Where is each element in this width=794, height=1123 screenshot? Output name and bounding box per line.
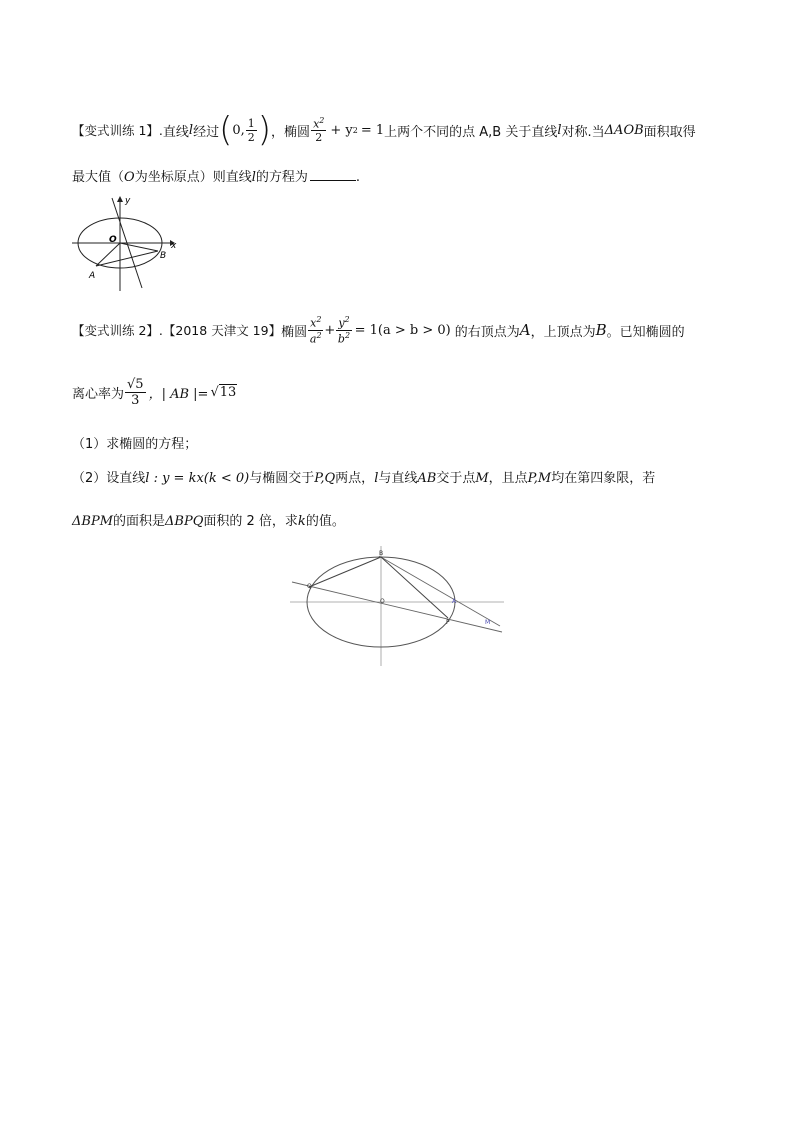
problem1-text: 最大值（ [72, 170, 125, 185]
label-x: x [171, 241, 177, 251]
paren-right: ) [257, 110, 272, 150]
problem1-tag: 【变式训练 1】. [72, 123, 163, 138]
question-1: （1）求椭圆的方程； [72, 437, 198, 452]
question-2-line1 [72, 467, 655, 486]
problem1-figure [70, 194, 182, 292]
problem2-text: 的右顶点为 [454, 324, 520, 340]
numerator [311, 117, 326, 132]
paren-left: ( [219, 110, 233, 150]
label-b: B [160, 251, 167, 261]
line-equation: l : y = kx(k < 0) [145, 471, 250, 486]
denominator: 2 [247, 130, 255, 144]
question-2-text: 的值。 [305, 514, 345, 529]
label-o: O [380, 598, 385, 605]
question-2-text: ，且点 [488, 471, 528, 486]
line-l [292, 582, 502, 632]
problem1-text: 经过 [193, 124, 220, 140]
problem2-text: ，上顶点为 [530, 324, 596, 340]
label-o: O [109, 235, 117, 245]
denominator [338, 331, 350, 345]
problem1-text: 为坐标原点）则直线 [134, 170, 252, 185]
question-2-line2 [72, 510, 345, 529]
origin-o: O [124, 170, 135, 185]
denominator: 2 [315, 131, 323, 145]
label-b: B [379, 550, 384, 557]
question-2-text: 交于点 [436, 471, 476, 486]
question-2-text: 均在第四象限，若 [551, 471, 656, 486]
problem1-text: ，椭圆 [271, 124, 311, 140]
point-m: M [475, 471, 489, 486]
triangle-bpq: ΔBPQ [165, 514, 204, 529]
exponent: 2 [319, 115, 325, 125]
variable-k: k [297, 514, 306, 529]
x-var: x [313, 117, 320, 131]
y-var: y [338, 316, 345, 330]
sqrt-symbol: √ [210, 384, 219, 400]
segment-ob [120, 243, 158, 251]
line-l: l [374, 471, 379, 486]
a-var: a [309, 332, 317, 346]
line-l: l [557, 122, 562, 138]
x-var: x [310, 316, 317, 330]
question-2-text: 面积的 2 倍，求 [203, 514, 298, 529]
fraction-x2-over-a2 [308, 316, 323, 344]
plus-sign: + [324, 322, 336, 338]
vertex-b: B [595, 321, 607, 339]
b-var: b [337, 332, 345, 346]
exponent: 2 [316, 314, 322, 324]
vertex-a: A [519, 321, 531, 339]
segment-oa [96, 243, 120, 266]
exponent: 2 [352, 125, 358, 135]
problem1-text: 上两个不同的点 A,B 关于直线 [384, 124, 558, 140]
problem2-tag: 【变式训练 2】. [72, 323, 163, 338]
label-a: A [452, 598, 457, 605]
numerator: 1 [247, 116, 255, 130]
problem2-line2 [72, 372, 237, 412]
numerator [336, 316, 351, 331]
exponent: 2 [344, 330, 351, 340]
fraction-y2-over-b2 [336, 316, 351, 344]
points-pm: P,M [527, 471, 552, 486]
problem2-figure [290, 542, 506, 668]
answer-blank[interactable] [310, 180, 356, 181]
problem2-line1 [72, 310, 685, 350]
problem1-line2 [72, 166, 360, 185]
fraction-half [246, 118, 257, 143]
points-pq: P,Q [314, 471, 336, 486]
radicand: 13 [219, 384, 237, 400]
line-ab-extended [379, 556, 500, 626]
label-m: M [485, 619, 491, 626]
problem1-text: 面积取得 [643, 124, 696, 140]
label-p: P [446, 619, 450, 626]
point-x: 0, [232, 122, 245, 138]
question-2-text: （2）设直线 [72, 471, 146, 486]
y-axis-arrow-icon [117, 196, 123, 202]
equals-one: = 1 [360, 122, 385, 138]
label-q: Q [307, 583, 312, 590]
problem2-text: 椭圆 [281, 324, 308, 340]
segment-bp [381, 557, 448, 618]
line-l: l [188, 122, 194, 138]
exponent: 2 [316, 330, 322, 340]
label-a: A [89, 271, 96, 281]
question-2-text: 与椭圆交于 [249, 471, 315, 486]
ellipse-condition: = 1(a > b > 0) [354, 322, 451, 338]
problem2-source: 【2018 天津文 19】 [162, 323, 282, 338]
fraction-x2-over-2 [311, 117, 326, 144]
question-2-text: 两点， [335, 471, 375, 486]
denominator: 3 [131, 392, 140, 408]
triangle-aob: ΔAOB [604, 122, 644, 138]
line-ab: AB [417, 471, 437, 486]
problem1-text: 的方程为 [255, 170, 308, 185]
eccentricity-value [125, 378, 146, 407]
eccentricity-label: 离心率为 [72, 386, 125, 402]
numerator [308, 316, 323, 331]
period: . [355, 170, 361, 185]
problem1-text: 对称.当 [561, 124, 605, 140]
plus-y: + y [330, 122, 353, 138]
sqrt-13 [219, 385, 238, 400]
ab-length-label: ，| AB |= [148, 386, 209, 402]
label-y: y [125, 196, 131, 206]
problem2-text: 。已知椭圆的 [606, 324, 685, 340]
problem1-text: 直线 [162, 124, 189, 140]
question-2-text: 与直线 [378, 471, 418, 486]
denominator [310, 331, 322, 345]
exponent: 2 [344, 314, 350, 324]
question-2-text: 的面积是 [113, 514, 166, 529]
problem1-line1 [72, 110, 696, 150]
triangle-bpm: ΔBPM [72, 514, 113, 529]
segment-ab [96, 251, 158, 266]
line-l: l [251, 170, 256, 185]
numerator: √5 [127, 376, 144, 392]
segment-bq [309, 557, 381, 587]
